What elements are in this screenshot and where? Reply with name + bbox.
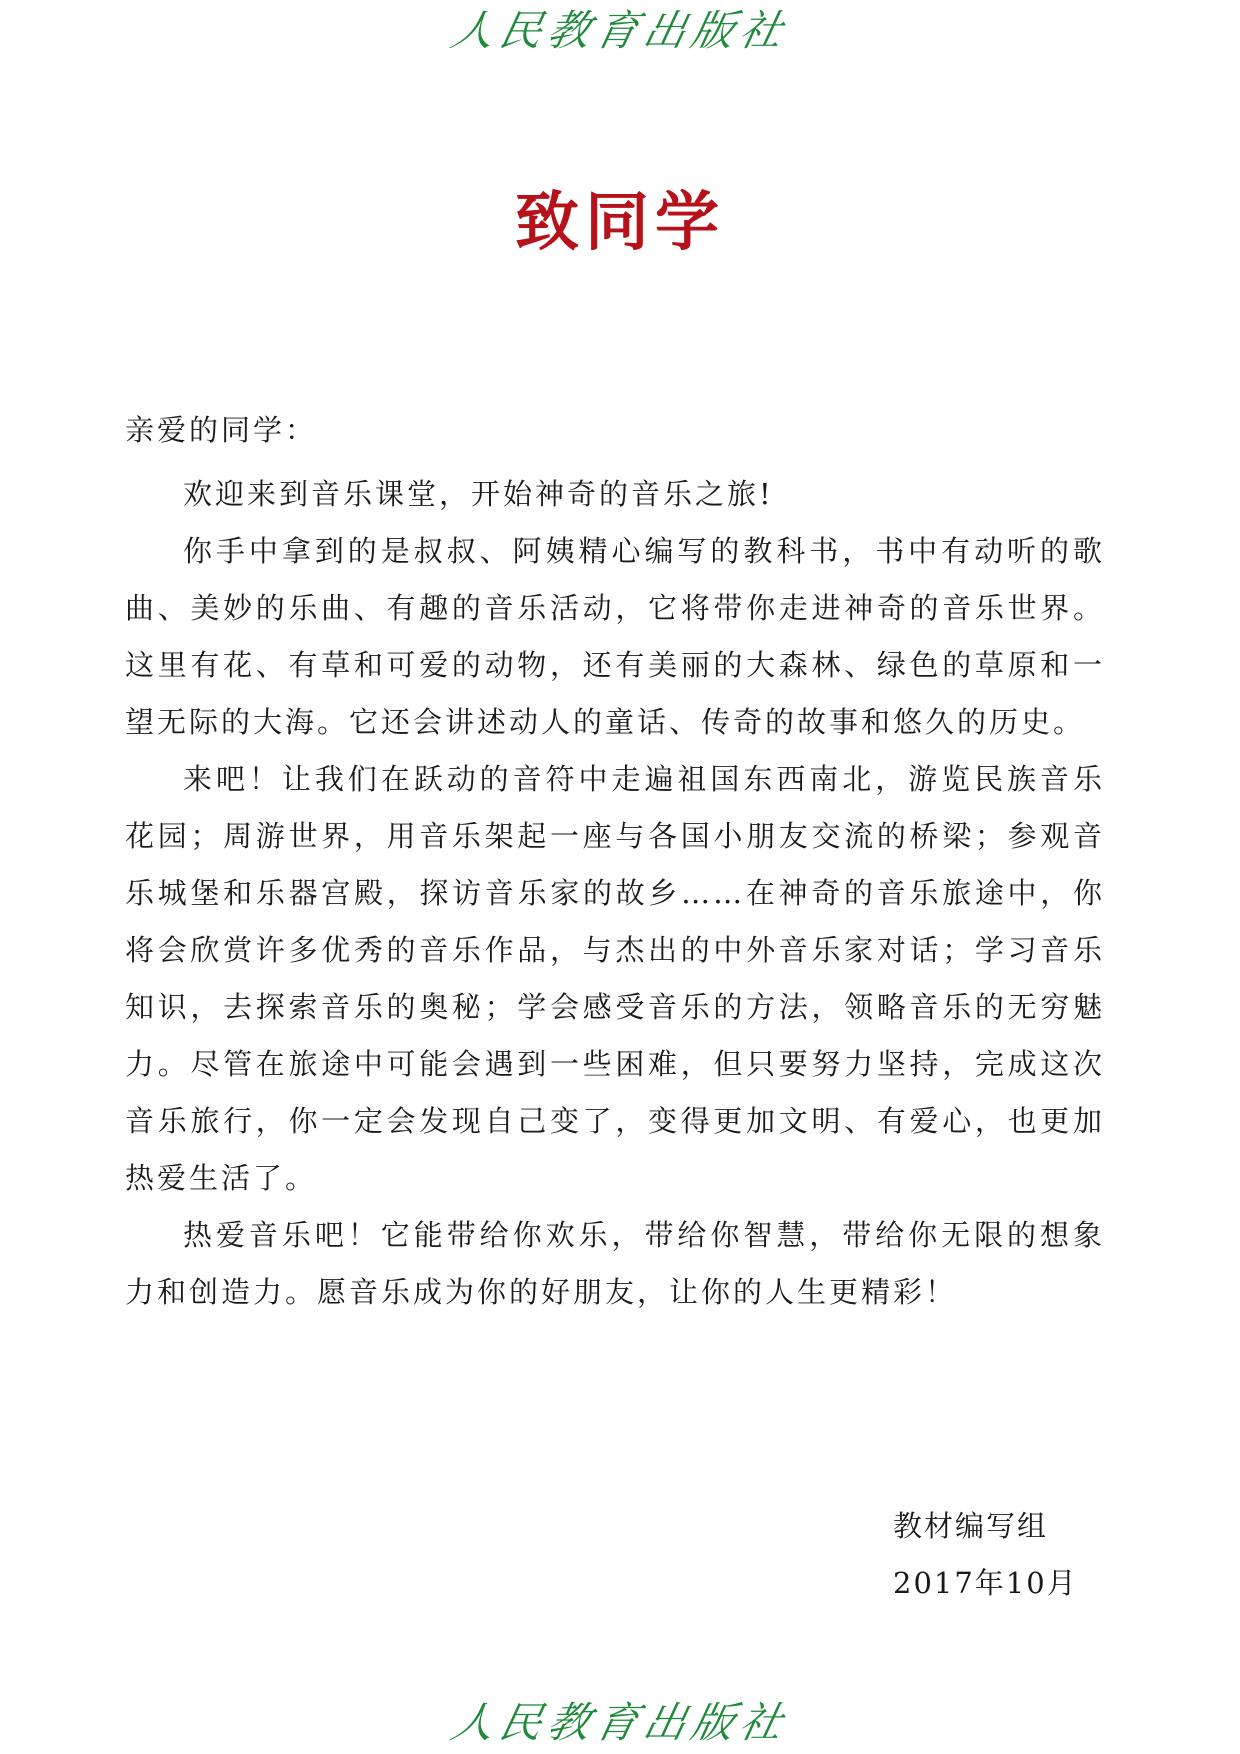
- signature-date: 2017年10月: [893, 1566, 1078, 1600]
- publisher-logo-top: 人民教育出版社: [446, 6, 794, 55]
- signature-author: 教材编写组: [893, 1509, 1049, 1543]
- letter-paragraph: 热爱音乐吧！它能带给你欢乐，带给你智慧，带给你无限的想象力和创造力。愿音乐成为你的好朋友，让你的人生更精彩！: [125, 1218, 1105, 1309]
- letter-body: [125, 402, 1105, 1321]
- letter-paragraph: 你手中拿到的是叔叔、阿姨精心编写的教科书，书中有动听的歌曲、美妙的乐曲、有趣的音乐活动，它将带你走进神奇的音乐世界。这里有花、有草和可爱的动物，还有美丽的大森林、绿色的草原和一望无际的大海。它还会讲述动人的童话、传奇的故事和悠久的历史。: [125, 534, 1105, 739]
- letter-paragraph: 来吧！让我们在跃动的音符中走遍祖国东西南北，游览民族音乐花园；周游世界，用音乐架起一座与各国小朋友交流的桥梁；参观音乐城堡和乐器宫殿，探访音乐家的故乡……在神奇的音乐旅途中，你将会欣赏许多优秀的音乐作品，与杰出的中外音乐家对话；学习音乐知识，去探索音乐的奥秘；学会感受音乐的方法，领略音乐的无穷魅力。尽管在旅途中可能会遇到一些困难，但只要努力坚持，完成这次音乐旅行，你一定会发现自己变了，变得更加文明、有爱心，也更加热爱生活了。: [125, 762, 1105, 1195]
- letter-paragraph: 欢迎来到音乐课堂，开始神奇的音乐之旅!: [183, 477, 774, 511]
- page-title: 致同学: [515, 184, 725, 260]
- publisher-logo-bottom: 人民教育出版社: [446, 1698, 794, 1747]
- signature-block: [893, 1498, 1078, 1612]
- letter-salutation: 亲爱的同学：: [125, 413, 318, 447]
